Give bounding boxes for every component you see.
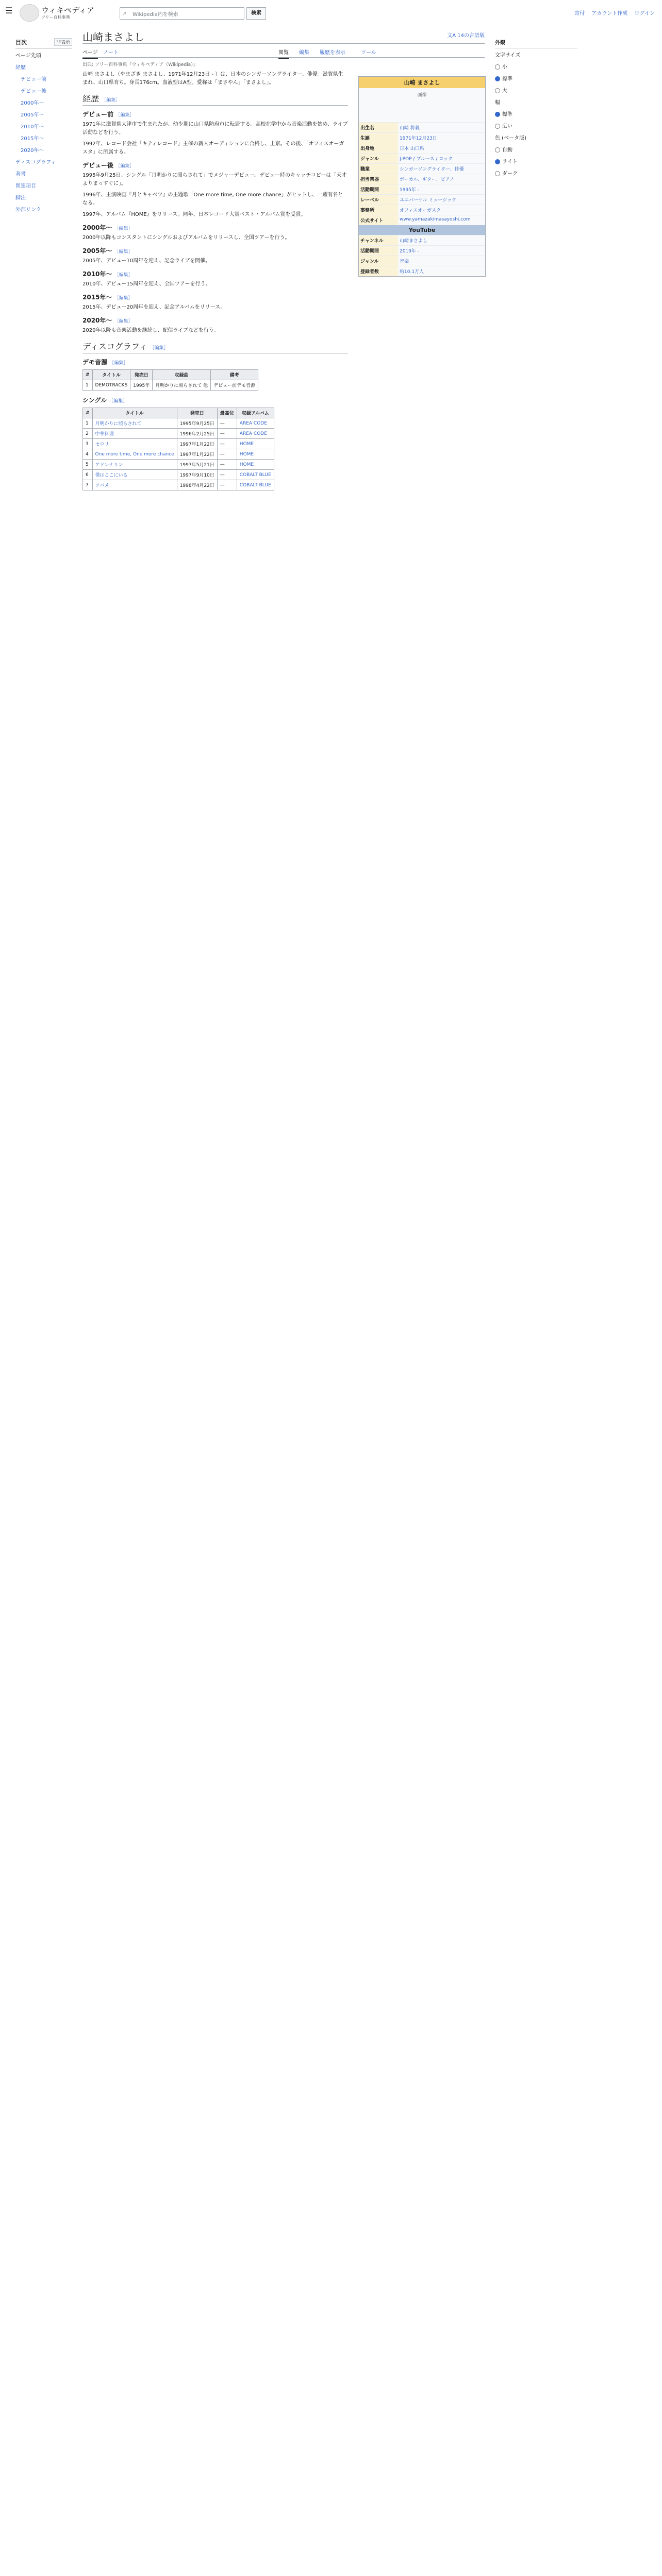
table-row <box>83 380 258 391</box>
toc-item-external[interactable]: 外部リンク <box>15 207 41 213</box>
appearance-title: 外観 <box>495 36 577 48</box>
infobox-value[interactable]: 山崎 将義 <box>400 126 420 131</box>
album-link[interactable]: HOME <box>237 449 274 460</box>
page-title: 山崎まさよし <box>82 31 144 43</box>
infobox-key: チャンネル <box>359 235 398 245</box>
infobox-value[interactable]: オフィスオーガスタ <box>400 208 441 213</box>
infobox-key: 担当楽器 <box>359 174 398 184</box>
toc-item-post[interactable]: デビュー後 <box>21 89 46 94</box>
single-title-link[interactable]: アドレナリン <box>92 460 177 470</box>
table-header: 収録曲 <box>153 370 211 380</box>
table-cell: — <box>217 418 237 429</box>
single-title-link[interactable]: セロリ <box>92 439 177 449</box>
album-link[interactable]: AREA CODE <box>237 429 274 439</box>
heading-single: シングル ［編集］ <box>82 397 128 404</box>
heading-bio: 経歴 ［編集］ <box>82 92 348 106</box>
tab-edit[interactable]: 編集 <box>299 50 309 56</box>
infobox-row <box>359 256 485 266</box>
radio-icon <box>495 64 500 70</box>
table-cell: 7 <box>83 480 93 490</box>
title-row <box>82 28 485 44</box>
edit-link[interactable]: ［編集］ <box>115 113 135 118</box>
infobox-value[interactable]: 音楽 <box>400 259 409 264</box>
table-cell: 1995年 <box>130 380 153 391</box>
edit-link[interactable]: ［編集］ <box>109 361 128 366</box>
album-link[interactable]: HOME <box>237 460 274 470</box>
infobox-key: 出生名 <box>359 123 398 132</box>
table-cell: 1997年1月22日 <box>177 449 217 460</box>
search-icon: ⌕ <box>123 9 127 16</box>
infobox-value[interactable]: 1971年12月23日 <box>400 136 437 141</box>
single-title-link[interactable]: 中華料理 <box>92 429 177 439</box>
wikipedia-logo[interactable] <box>20 4 39 22</box>
heading-2000: 2000年〜 ［編集］ <box>82 224 133 231</box>
table-cell: 1997年1月22日 <box>177 439 217 449</box>
infobox-row <box>359 184 485 194</box>
edit-link[interactable]: ［編集］ <box>102 98 121 103</box>
infobox-value[interactable]: ボーカル、ギター、ピアノ <box>400 177 454 182</box>
table-row <box>83 460 274 470</box>
table-header: タイトル <box>92 408 177 418</box>
toc-item-2020[interactable]: 2020年〜 <box>21 148 44 154</box>
edit-link[interactable]: ［編集］ <box>114 249 133 255</box>
table-cell: 3 <box>83 439 93 449</box>
paragraph: 2000年以降もコンスタントにシングルおよびアルバムをリリースし、全国ツアーを行う。 <box>82 235 290 241</box>
infobox-key: 事務所 <box>359 205 398 215</box>
table-row <box>83 449 274 460</box>
infobox-key: ジャンル <box>359 154 398 163</box>
infobox-row <box>359 163 485 174</box>
table-header: 備考 <box>211 370 258 380</box>
top-bar <box>0 0 662 25</box>
intro-paragraph: 山崎 まさよし（やまざき まさよし、1971年12月23日 - ）は、日本のシンガーソングライター、俳優。滋賀県生まれ、山口県育ち。身長176cm。血液型はA型。愛称は「まさやん」「まさよし」。 <box>82 72 343 86</box>
toc-item-related[interactable]: 関連項目 <box>15 183 36 189</box>
search-button[interactable]: 検索 <box>246 7 266 20</box>
toc-item-2005[interactable]: 2005年〜 <box>21 112 44 118</box>
search-placeholder: Wikipedia内を検索 <box>133 12 178 18</box>
toc-item-pre[interactable]: デビュー前 <box>21 77 46 82</box>
size-option-large[interactable]: 大 <box>495 84 577 96</box>
radio-icon <box>495 147 500 152</box>
infobox-row <box>359 235 485 245</box>
text-size-label: 文字サイズ <box>495 53 521 58</box>
paragraph: 1992年、レコード会社「キティレコード」主催の新人オーディションに合格し、上京。その後、「オフィスオーガスタ」に所属する。 <box>82 141 344 155</box>
toc-item-2015[interactable]: 2015年〜 <box>21 136 44 142</box>
table-cell: 6 <box>83 470 93 480</box>
table-row <box>83 418 274 429</box>
edit-link[interactable]: ［編集］ <box>115 164 135 169</box>
artist-photo[interactable]: 画像 <box>417 93 427 98</box>
donate-link[interactable]: 寄付 <box>574 11 585 16</box>
infobox-row <box>359 132 485 143</box>
table-row <box>83 429 274 439</box>
appearance-panel <box>495 36 577 179</box>
edit-link[interactable]: ［編集］ <box>150 346 169 351</box>
heading-demo: デモ音源 ［編集］ <box>82 359 128 366</box>
color-label: 色 (ベータ版) <box>495 135 526 141</box>
toc-item-bio[interactable]: 経歴 <box>15 65 26 71</box>
table-cell: — <box>217 429 237 439</box>
article-body <box>82 71 348 490</box>
logo-text[interactable]: ウィキペディア <box>41 6 94 15</box>
demo-table <box>82 369 258 391</box>
width-option-wide[interactable]: 広い <box>495 120 577 131</box>
single-table <box>82 408 274 490</box>
language-button[interactable]: 文A 14の言語版 <box>447 33 485 39</box>
paragraph: 2010年、デビュー15周年を迎え、全国ツアーを行う。 <box>82 281 211 287</box>
table-cell: デビュー前デモ音源 <box>211 380 258 391</box>
paragraph: 1996年、主演映画『月とキャベツ』の主題歌「One more time, One more chance」がヒットし、一躍有名となる。 <box>82 192 343 206</box>
heading-2015: 2015年〜 ［編集］ <box>82 294 133 301</box>
infobox-value[interactable]: 日本 山口県 <box>400 146 424 151</box>
infobox-key: 公式サイト <box>359 215 398 225</box>
table-row <box>83 480 274 490</box>
toc-item-top[interactable]: ページ先頭 <box>15 53 41 59</box>
table-cell: 2 <box>83 429 93 439</box>
size-option-small[interactable]: 小 <box>495 60 577 72</box>
table-cell: — <box>217 460 237 470</box>
infobox-row <box>359 174 485 184</box>
infobox-row <box>359 215 485 225</box>
toc-item-2000[interactable]: 2000年〜 <box>21 100 44 106</box>
color-option-light[interactable]: ライト <box>495 155 577 167</box>
search-input[interactable] <box>120 7 244 20</box>
infobox-value[interactable]: J-POP / ブルース / ロック <box>400 157 453 162</box>
edit-link[interactable]: ［編集］ <box>114 296 133 301</box>
heading-post: デビュー後 ［編集］ <box>82 162 135 169</box>
edit-link[interactable]: ［編集］ <box>114 226 133 231</box>
radio-icon <box>495 112 500 117</box>
infobox-value[interactable]: 山崎まさよし <box>400 239 428 244</box>
table-cell: — <box>217 470 237 480</box>
infobox-key: ジャンル <box>359 256 398 266</box>
album-link[interactable]: COBALT BLUE <box>237 470 274 480</box>
infobox-key: レーベル <box>359 195 398 205</box>
infobox-row <box>359 122 485 132</box>
radio-icon <box>495 171 500 176</box>
paragraph: 1995年9月25日、シングル「月明かりに照らされて」でメジャーデビュー。デビュー時のキャッチコピーは「天才よりまっすぐに」。 <box>82 173 347 187</box>
toc-hide-button[interactable]: 非表示 <box>54 38 72 46</box>
user-links <box>569 9 655 16</box>
tab-read[interactable]: 閲覧 <box>278 48 289 59</box>
radio-icon <box>495 124 500 129</box>
table-header: # <box>83 370 93 380</box>
table-header: 収録アルバム <box>237 408 274 418</box>
heading-pre: デビュー前 ［編集］ <box>82 111 135 118</box>
table-cell: 月明かりに照らされて 他 <box>153 380 211 391</box>
infobox-title: 山崎 まさよし <box>359 77 485 88</box>
infobox-key: 活動期間 <box>359 246 398 256</box>
infobox-key: 登録者数 <box>359 266 398 276</box>
single-title-link[interactable]: One more time, One more chance <box>92 449 177 460</box>
create-account-link[interactable]: アカウント作成 <box>591 11 628 16</box>
table-cell: 1 <box>83 418 93 429</box>
table-header: 発売日 <box>130 370 153 380</box>
width-label: 幅 <box>495 100 500 106</box>
table-header: タイトル <box>92 370 130 380</box>
infobox-row <box>359 266 485 276</box>
infobox-key: 活動期間 <box>359 184 398 194</box>
table-cell: — <box>217 480 237 490</box>
table-header: 最高位 <box>217 408 237 418</box>
table-cell: 4 <box>83 449 93 460</box>
logo-subtitle: フリー百科事典 <box>41 15 70 20</box>
tab-page[interactable]: ページ <box>82 48 98 59</box>
infobox-row <box>359 153 485 163</box>
infobox-key: 生誕 <box>359 133 398 143</box>
infobox-value[interactable]: www.yamazakimasayoshi.com <box>400 217 471 222</box>
heading-disco: ディスコグラフィ ［編集］ <box>82 340 348 353</box>
infobox <box>358 76 486 277</box>
single-title-link[interactable]: 月明かりに照らされて <box>92 418 177 429</box>
table-cell: — <box>217 439 237 449</box>
infobox-value[interactable]: ユニバーサル ミュージック <box>400 198 457 203</box>
size-option-standard[interactable]: 標準 <box>495 72 577 84</box>
login-link[interactable]: ログイン <box>634 11 655 16</box>
paragraph: 2020年以降も音楽活動を継続し、配信ライブなどを行う。 <box>82 328 219 333</box>
paragraph: 1971年に滋賀県大津市で生まれたが、幼少期に山口県防府市に転居する。高校在学中から音楽活動を始め、ライブ活動などを行う。 <box>82 122 348 135</box>
table-row <box>83 470 274 480</box>
width-option-standard[interactable]: 標準 <box>495 108 577 120</box>
paragraph: 1997年、アルバム『HOME』をリリース。同年、日本レコード大賞ベスト・アルバム賞を受賞。 <box>82 212 306 217</box>
toc-title: 目次 非表示 <box>15 36 72 49</box>
infobox-key: 出身地 <box>359 143 398 153</box>
infobox-key: 職業 <box>359 164 398 174</box>
edit-link[interactable]: ［編集］ <box>109 399 128 404</box>
album-link[interactable]: HOME <box>237 439 274 449</box>
tab-tools[interactable]: ツール <box>361 50 376 56</box>
toc-item-notes[interactable]: 脚注 <box>15 195 26 201</box>
table-cell: DEMOTRACKS <box>92 380 130 391</box>
tab-history[interactable]: 履歴を表示 <box>320 50 345 56</box>
heading-2020: 2020年〜 ［編集］ <box>82 317 133 324</box>
heading-2010: 2010年〜 ［編集］ <box>82 270 133 278</box>
infobox-row <box>359 194 485 205</box>
infobox-value[interactable]: 2019年 - <box>400 249 420 254</box>
tab-talk[interactable]: ノート <box>103 50 119 56</box>
infobox-value[interactable]: シンガーソングライター、俳優 <box>400 167 464 172</box>
table-cell: 1998年4月22日 <box>177 480 217 490</box>
main-content <box>82 28 485 496</box>
single-title-link[interactable]: 僕はここにいる <box>92 470 177 480</box>
table-cell: 1 <box>83 380 93 391</box>
menu-icon[interactable]: ☰ <box>5 6 13 15</box>
toc-item-2010[interactable]: 2010年〜 <box>21 124 44 130</box>
table-header: # <box>83 408 93 418</box>
toc-item-books[interactable]: 著書 <box>15 172 26 177</box>
table-header: 発売日 <box>177 408 217 418</box>
album-link[interactable]: AREA CODE <box>237 418 274 429</box>
radio-icon <box>495 76 500 81</box>
infobox-value[interactable]: 1995年 - <box>400 188 420 193</box>
infobox-row <box>359 143 485 153</box>
heading-2005: 2005年〜 ［編集］ <box>82 247 133 255</box>
color-option-auto[interactable]: 自動 <box>495 143 577 155</box>
infobox-value: 約10.1万人 <box>400 269 424 275</box>
radio-icon <box>495 159 500 164</box>
infobox-row <box>359 205 485 215</box>
paragraph: 2015年、デビュー20周年を迎え、記念アルバムをリリース。 <box>82 304 226 310</box>
table-cell: 5 <box>83 460 93 470</box>
paragraph: 2005年、デビュー10周年を迎え、記念ライブを開催。 <box>82 258 211 264</box>
toc-item-disco[interactable]: ディスコグラフィ <box>15 160 56 165</box>
table-cell: 1997年9月10日 <box>177 470 217 480</box>
edit-link[interactable]: ［編集］ <box>114 319 133 324</box>
youtube-section-title: YouTube <box>359 225 485 235</box>
album-link[interactable]: COBALT BLUE <box>237 480 274 490</box>
edit-link[interactable]: ［編集］ <box>114 273 133 278</box>
toc-sidebar <box>15 36 72 215</box>
single-title-link[interactable]: ツバメ <box>92 480 177 490</box>
color-option-dark[interactable]: ダーク <box>495 167 577 179</box>
table-cell: — <box>217 449 237 460</box>
table-cell: 1995年9月25日 <box>177 418 217 429</box>
page-tabs <box>82 44 485 58</box>
table-row <box>83 439 274 449</box>
table-cell: 1996年2月25日 <box>177 429 217 439</box>
source-note: 出典: フリー百科事典『ウィキペディア（Wikipedia）』 <box>82 62 198 67</box>
table-cell: 1997年5月21日 <box>177 460 217 470</box>
infobox-row <box>359 245 485 256</box>
radio-icon <box>495 88 500 93</box>
